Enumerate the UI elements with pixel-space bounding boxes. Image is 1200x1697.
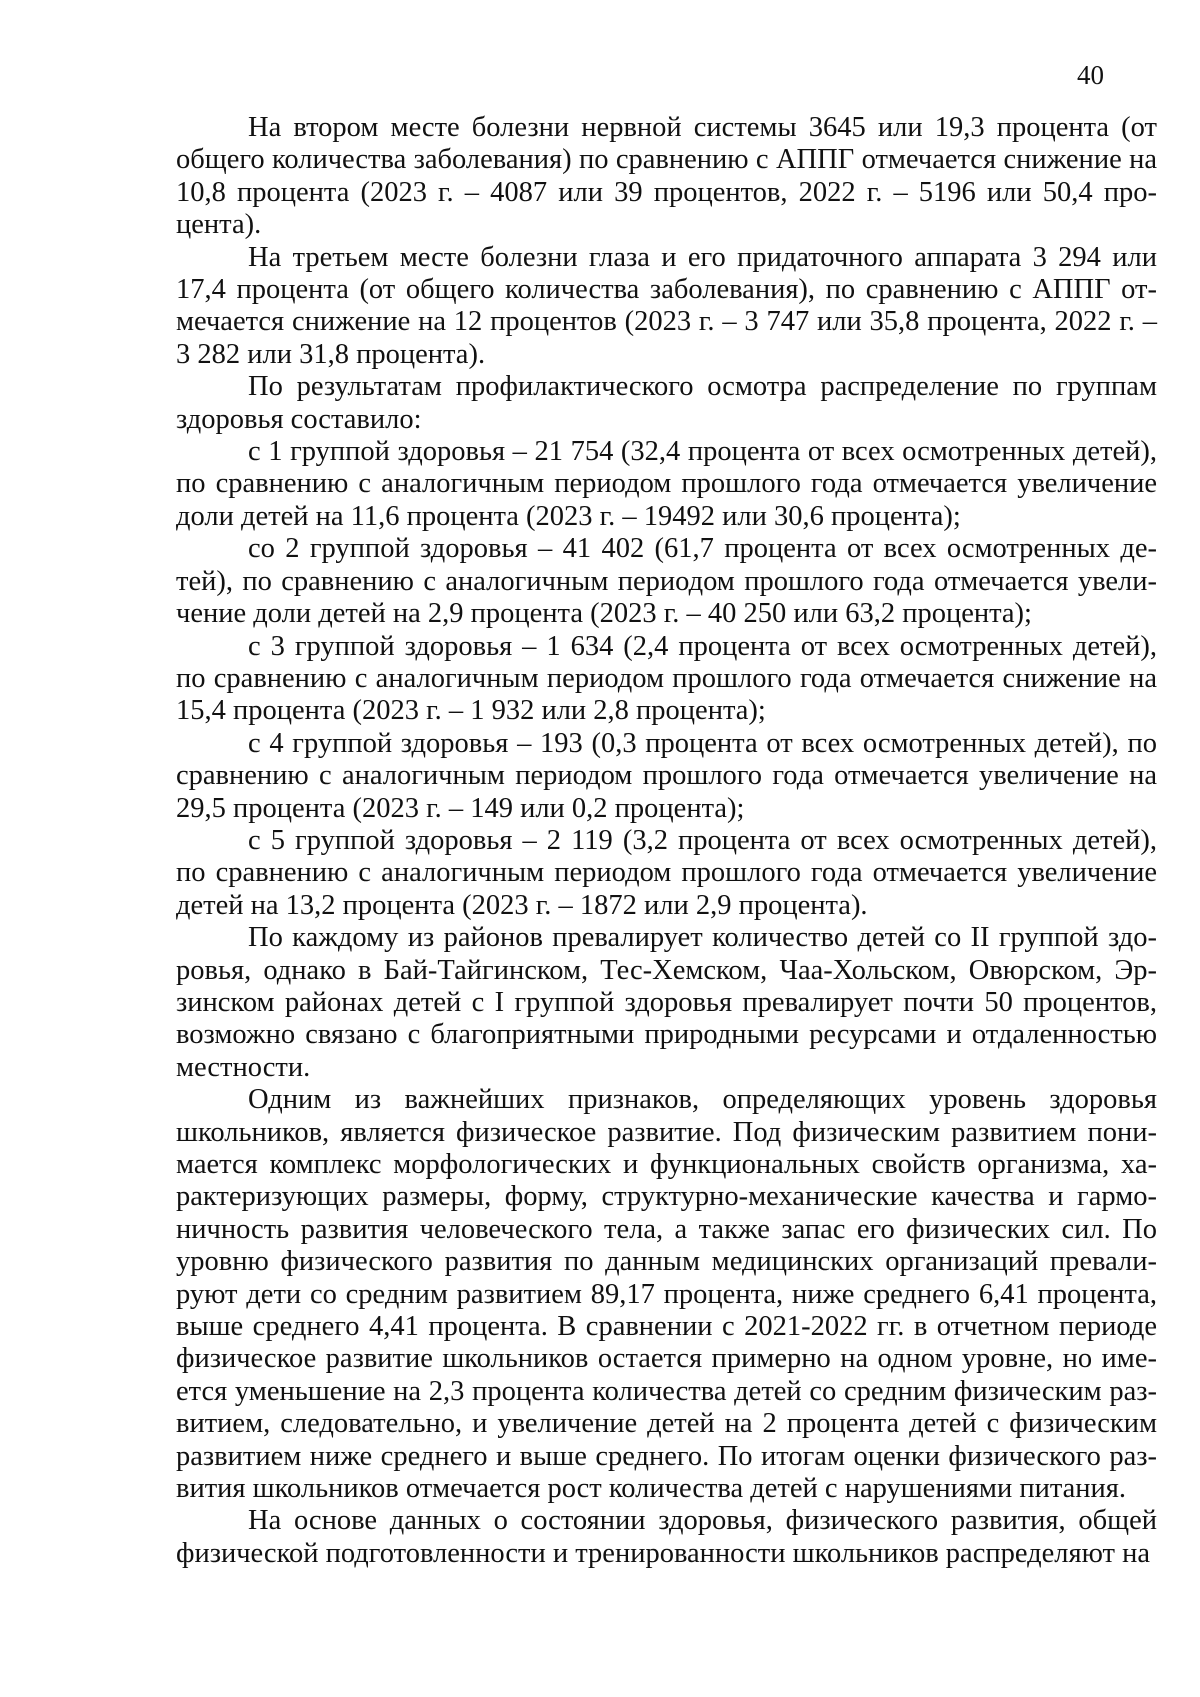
paragraph-health-groups-intro: По результатам профилактического осмотра распределение по группам здоровья составило:	[176, 371, 1157, 435]
paragraph-health-group-4: с 4 группой здоровья – 193 (0,3 процента от всех осмотренных детей), по сравнению с аналогичным периодом прошлого года отмечается увеличение на 29,5 процента (2023 г. – 149 или 0,2 процента);	[176, 727, 1157, 824]
paragraph-nervous-system-diseases: На втором месте болезни нервной системы 3645 или 19,3 процента (от общего количества заболевания) по сравнению с АППГ отмечается снижение на 10,8 процента (2023 г. – 4087 или 39 процентов, 2022 г. – 5196 или 50,4 процента).	[176, 112, 1157, 241]
paragraph-health-group-2: со 2 группой здоровья – 41 402 (61,7 процента от всех осмотренных детей), по сравнению с аналогичным периодом прошлого года отмечается увеличение доли детей на 2,9 процента (2023 г. – 40 250 или 63,2 процента);	[176, 533, 1157, 630]
page-number: 40	[1077, 60, 1104, 90]
paragraph-health-group-5: с 5 группой здоровья – 2 119 (3,2 процента от всех осмотренных детей), по сравнению с аналогичным периодом прошлого года отмечается увеличение детей на 13,2 процента (2023 г. – 1872 или 2,9 процента).	[176, 824, 1157, 921]
paragraph-fitness-distribution: На основе данных о состоянии здоровья, физического развития, общей физической подготовленности и тренированности школьников распределяют на	[176, 1505, 1157, 1569]
paragraph-districts: По каждому из районов превалирует количество детей со II группой здоровья, однако в Бай-Тайгинском, Тес-Хемском, Чаа-Хольском, Овюрском, Эрзинском районах детей с I группой здоровья превалирует почти 50 процентов, возможно связано с благоприятными природными ресурсами и отдаленностью местности.	[176, 922, 1157, 1083]
paragraph-physical-development: Одним из важнейших признаков, определяющих уровень здоровья школьников, является физическое развитие. Под физическим развитием понимается комплекс морфологических и функциональных свойств организма, характеризующих размеры, форму, структурно-механические качества и гармоничность развития человеческого тела, а также запас его физических сил. По уровню физического развития по данным медицинских организаций превалируют дети со средним развитием 89,17 процента, ниже среднего 6,41 процента, выше среднего 4,41 процента. В сравнении с 2021-2022 гг. в отчетном периоде физическое развитие школьников остается примерно на одном уровне, но имеется уменьшение на 2,3 процента количества детей со средним физическим развитием, следовательно, и увеличение детей на 2 процента детей с физическим развитием ниже среднего и выше среднего. По итогам оценки физического развития школьников отмечается рост количества детей с нарушениями питания.	[176, 1084, 1157, 1505]
paragraph-eye-diseases: На третьем месте болезни глаза и его придаточного аппарата 3 294 или 17,4 процента (от общего количества заболевания), по сравнению с АППГ отмечается снижение на 12 процентов (2023 г. – 3 747 или 35,8 процента, 2022 г. – 3 282 или 31,8 процента).	[176, 241, 1157, 370]
paragraph-health-group-3: с 3 группой здоровья – 1 634 (2,4 процента от всех осмотренных детей), по сравнению с аналогичным периодом прошлого года отмечается снижение на 15,4 процента (2023 г. – 1 932 или 2,8 процента);	[176, 630, 1157, 727]
paragraph-health-group-1: с 1 группой здоровья – 21 754 (32,4 процента от всех осмотренных детей), по сравнению с аналогичным периодом прошлого года отмечается увеличение доли детей на 11,6 процента (2023 г. – 19492 или 30,6 процента);	[176, 436, 1157, 532]
document-body	[176, 112, 1157, 1570]
